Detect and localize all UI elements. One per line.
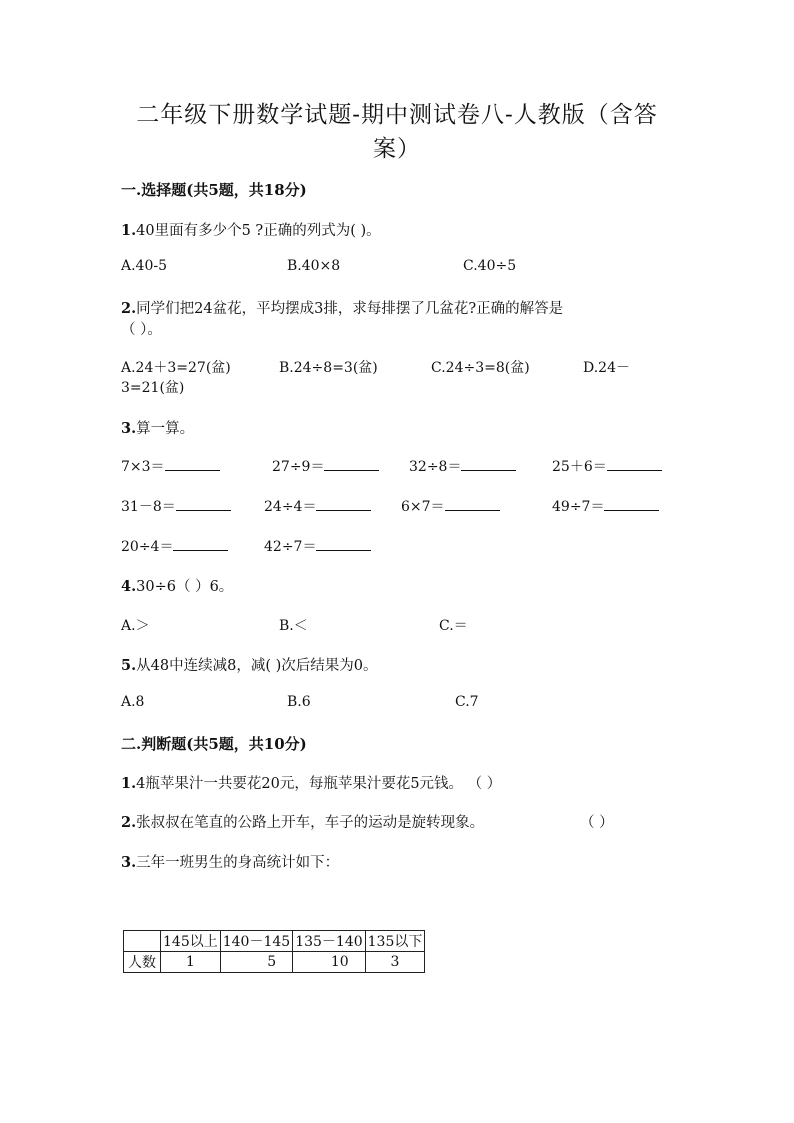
option-a: A.8 <box>121 694 145 710</box>
question-number: 2. <box>121 300 137 317</box>
option-b: B.24÷8=3(盆) <box>279 360 378 376</box>
question-text: 4瓶苹果汁一共要花20元，每瓶苹果汁要花5元钱。 （ ） <box>136 776 502 792</box>
option-c: C.24÷3=8(盆) <box>431 360 530 376</box>
question-number: 3. <box>121 420 137 437</box>
answer-blank[interactable] <box>607 456 662 471</box>
table-cell: 135－140 <box>293 931 365 952</box>
option-d: D.24－ <box>583 360 630 376</box>
question-number: 2. <box>121 814 137 831</box>
calc-item: 32÷8＝ <box>409 456 516 476</box>
calc-item: 27÷9＝ <box>272 456 379 476</box>
answer-blank[interactable] <box>324 456 379 471</box>
calc-item: 7×3＝ <box>121 456 220 476</box>
section-heading-judgment: 二.判断题(共5题，共10分) <box>121 735 307 753</box>
table-cell: 1 <box>161 952 221 973</box>
calc-item: 24÷4＝ <box>264 496 371 516</box>
question-number: 1. <box>121 222 137 239</box>
table-cell: 5 <box>220 952 292 973</box>
question-number: 3. <box>121 854 137 871</box>
calc-item: 42÷7＝ <box>264 536 371 556</box>
question-text: 40里面有多少个5 ?正确的列式为( )。 <box>136 223 381 239</box>
question-text: 30÷6（ ）6。 <box>136 579 234 595</box>
height-table <box>123 930 425 973</box>
calc-item: 49÷7＝ <box>552 496 659 516</box>
option-c: C.＝ <box>439 618 468 634</box>
option-a: A.＞ <box>121 618 150 634</box>
calc-item: 25＋6＝ <box>552 456 662 476</box>
table-row <box>124 952 425 973</box>
question-5 <box>121 654 377 675</box>
answer-blank[interactable] <box>604 496 659 511</box>
option-d-continued: 3=21(盆) <box>121 380 185 396</box>
question-number: 1. <box>121 775 137 792</box>
question-text: 算一算。 <box>136 421 195 437</box>
question-text: 张叔叔在笔直的公路上开车，车子的运动是旋转现象。 <box>136 815 485 831</box>
page-title-line1: 二年级下册数学试题-期中测试卷八-人教版（含答 <box>136 102 658 128</box>
table-header-row <box>124 931 425 952</box>
answer-blank[interactable] <box>461 456 516 471</box>
question-2-line2: （ ）。 <box>121 322 162 338</box>
question-text: 从48中连续减8，减( )次后结果为0。 <box>136 658 378 674</box>
table-cell: 人数 <box>124 952 161 973</box>
question-number: 4. <box>121 578 137 595</box>
answer-blank[interactable] <box>316 496 371 511</box>
question-3 <box>121 417 194 438</box>
option-a: A.24＋3=27(盆) <box>121 360 231 376</box>
calc-item: 6×7＝ <box>401 496 500 516</box>
answer-blank[interactable] <box>173 536 228 551</box>
option-a: A.40-5 <box>121 258 168 274</box>
question-4 <box>121 575 233 596</box>
option-c: C.40÷5 <box>463 258 517 274</box>
table-cell: 3 <box>365 952 425 973</box>
answer-blank[interactable] <box>316 536 371 551</box>
table-cell: 10 <box>293 952 365 973</box>
option-b: B.6 <box>287 694 311 710</box>
section-heading-choice: 一.选择题(共5题，共18分) <box>121 181 307 199</box>
question-1 <box>121 219 381 240</box>
option-b: B.40×8 <box>287 258 341 274</box>
calc-item: 20÷4＝ <box>121 536 228 556</box>
answer-blank[interactable] <box>176 496 231 511</box>
question-number: 5. <box>121 657 137 674</box>
option-c: C.7 <box>455 694 479 710</box>
answer-blank[interactable] <box>445 496 500 511</box>
judgment-3 <box>121 851 339 872</box>
table-cell <box>124 931 161 952</box>
judgment-2 <box>121 811 484 832</box>
table-cell: 135以下 <box>365 931 425 952</box>
table-cell: 145以上 <box>161 931 221 952</box>
calc-item: 31－8＝ <box>121 496 231 516</box>
question-text: 同学们把24盆花，平均摆成3排，求每排摆了几盆花?正确的解答是 <box>136 301 564 317</box>
answer-blank[interactable] <box>165 456 220 471</box>
judgment-2-paren: （ ） <box>580 815 614 831</box>
judgment-1 <box>121 772 501 793</box>
table-cell: 140－145 <box>220 931 292 952</box>
page-title-line2: 案） <box>373 136 421 162</box>
option-b: B.＜ <box>279 618 308 634</box>
question-2 <box>121 297 563 318</box>
question-text: 三年一班男生的身高统计如下： <box>136 855 340 871</box>
